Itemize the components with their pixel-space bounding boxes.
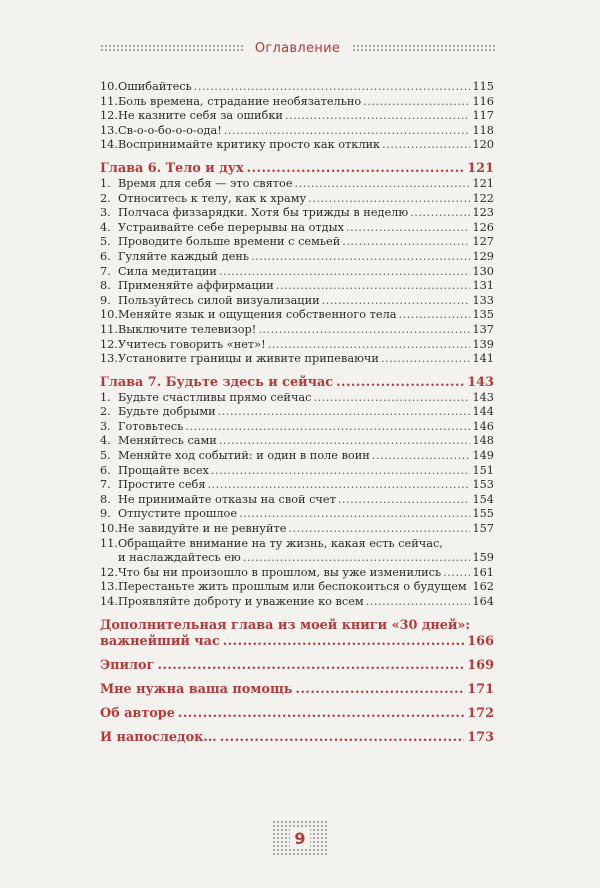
- leader-dots: [336, 375, 464, 391]
- entry-number: 11.: [100, 94, 118, 108]
- entry-page: 126: [472, 220, 494, 234]
- leader-dots: [372, 449, 471, 464]
- chapter-title: Эпилог: [100, 657, 155, 673]
- entry-title: Сила медитации: [118, 264, 217, 278]
- entry-number: 12.: [100, 337, 118, 351]
- toc-entry: [100, 308, 494, 323]
- entry-title: Пользуйтесь силой визуализации: [118, 293, 320, 307]
- entry-number: 9.: [100, 293, 111, 307]
- leader-dots: [381, 352, 471, 367]
- entry-page: 120: [472, 138, 494, 152]
- toc-entry: [100, 177, 494, 192]
- leader-dots: [342, 235, 470, 250]
- toc-entry: [100, 391, 494, 406]
- leader-dots: [285, 109, 471, 124]
- table-of-contents: [100, 80, 494, 746]
- entry-number: 13.: [100, 580, 118, 594]
- chapter-page: 169: [467, 657, 494, 673]
- entry-page: 121: [472, 176, 494, 190]
- entry-number: 13.: [100, 123, 118, 137]
- entry-number: 12.: [100, 109, 118, 123]
- entry-number: 5.: [100, 449, 111, 463]
- entry-page: 154: [472, 492, 494, 506]
- toc-entry: [100, 138, 494, 153]
- entry-page: 131: [472, 279, 494, 293]
- entry-page: 144: [472, 405, 494, 419]
- toc-entry: [100, 80, 494, 95]
- entry-number: 1.: [100, 176, 111, 190]
- toc-entry: [100, 352, 494, 367]
- leader-dots: [296, 682, 465, 698]
- leader-dots: [469, 580, 471, 595]
- entry-page: 117: [472, 109, 494, 123]
- leader-dots: [220, 730, 465, 746]
- entry-title: Обращайте внимание на ту жизнь, какая есть сейчас,: [118, 536, 443, 550]
- leader-dots: [239, 507, 470, 522]
- toc-entry: [100, 221, 494, 236]
- leader-dots: [382, 138, 470, 153]
- toc-entry: [100, 449, 494, 464]
- leader-dots: [194, 80, 471, 95]
- leader-dots: [399, 308, 471, 323]
- entry-page: 143: [472, 390, 494, 404]
- entry-page: 149: [472, 449, 494, 463]
- leader-dots: [338, 493, 471, 508]
- toc-entry: [100, 493, 494, 508]
- entry-number: 8.: [100, 279, 111, 293]
- entry-title: Учитесь говорить «нет»!: [118, 337, 266, 351]
- entry-title: Применяйте аффирмации: [118, 279, 274, 293]
- entry-title: Проявляйте доброту и уважение ко всем: [118, 595, 364, 608]
- entry-title: Установите границы и живите припеваючи: [118, 352, 379, 366]
- entry-page: 162: [472, 580, 494, 594]
- toc-entry: [100, 580, 494, 595]
- toc-entry: [100, 507, 494, 522]
- entry-title: Что бы ни произошло в прошлом, вы уже изменились: [118, 565, 442, 579]
- leader-dots: [218, 405, 471, 420]
- toc-entry: [100, 537, 494, 552]
- back-matter-heading: [100, 730, 494, 746]
- extra-chapter-heading-continued: [100, 634, 494, 650]
- leader-dots: [410, 206, 470, 221]
- entry-title: Гуляйте каждый день: [118, 249, 250, 263]
- page-number: 9: [290, 829, 309, 848]
- page-number-badge: [272, 820, 328, 856]
- leader-dots: [366, 595, 471, 610]
- entry-title: Выключите телевизор!: [118, 322, 257, 336]
- extra-chapter-heading: [100, 618, 494, 634]
- entry-title: Меняйтесь сами: [118, 434, 217, 448]
- entry-number: 6.: [100, 249, 111, 263]
- entry-page: 159: [472, 551, 494, 565]
- entry-title: и наслаждайтесь ею: [118, 551, 241, 565]
- entry-number: 4.: [100, 220, 111, 234]
- entry-number: 6.: [100, 463, 111, 477]
- leader-dots: [443, 566, 470, 581]
- entry-title: Относитесь к телу, как к храму: [118, 191, 307, 205]
- spacer: [100, 698, 494, 706]
- chapter-title: Дополнительная глава из моей книги «30 дней»:: [100, 617, 471, 633]
- toc-entry: [100, 595, 494, 610]
- entry-page: 116: [472, 94, 494, 108]
- toc-entry: [100, 566, 494, 581]
- chapter-heading: [100, 375, 494, 391]
- leader-dots: [288, 522, 470, 537]
- entry-page: 115: [472, 80, 494, 93]
- toc-entry: [100, 192, 494, 207]
- entry-number: 7.: [100, 478, 111, 492]
- entry-number: 1.: [100, 390, 111, 404]
- header-title: Оглавление: [254, 40, 341, 56]
- entry-number: 3.: [100, 419, 111, 433]
- entry-title: Будьте добрыми: [118, 405, 216, 419]
- entry-page: 129: [472, 249, 494, 263]
- entry-number: 14.: [100, 138, 118, 152]
- leader-dots: [223, 634, 465, 650]
- entry-number: 4.: [100, 434, 111, 448]
- spacer: [100, 367, 494, 375]
- entry-page: 155: [472, 507, 494, 521]
- spacer: [100, 722, 494, 730]
- entry-number: 11.: [100, 322, 118, 336]
- leader-dots: [185, 420, 470, 435]
- entry-number: 9.: [100, 507, 111, 521]
- leader-dots: [178, 706, 464, 722]
- leader-dots: [295, 177, 471, 192]
- chapter-title: Мне нужна ваша помощь: [100, 681, 293, 697]
- entry-page: 161: [472, 565, 494, 579]
- entry-title: Не казните себя за ошибки: [118, 109, 283, 123]
- leader-dots: [219, 434, 471, 449]
- toc-entry: [100, 206, 494, 221]
- toc-entry: [100, 294, 494, 309]
- entry-title: Проводите больше времени с семьей: [118, 235, 341, 249]
- page-header: [100, 38, 495, 58]
- entry-title: Будьте счастливы прямо сейчас: [118, 390, 312, 404]
- toc-entry: [100, 522, 494, 537]
- entry-number: 2.: [100, 191, 111, 205]
- leader-dots: [219, 265, 470, 280]
- entry-title: Полчаса физзарядки. Хотя бы трижды в неделю: [118, 206, 409, 220]
- leader-dots: [276, 279, 471, 294]
- chapter-heading: [100, 161, 494, 177]
- chapter-page: 172: [467, 705, 494, 721]
- entry-page: 139: [472, 337, 494, 351]
- entry-number: 3.: [100, 206, 111, 220]
- toc-entry: [100, 420, 494, 435]
- entry-title: Св-о-о-бо-о-о-ода!: [118, 123, 222, 137]
- toc-entry: [100, 235, 494, 250]
- chapter-page: 166: [467, 633, 494, 649]
- entry-title: Меняйте ход событий: и один в поле воин: [118, 449, 370, 463]
- entry-page: 135: [472, 308, 494, 322]
- leader-dots: [207, 478, 470, 493]
- entry-number: 7.: [100, 264, 111, 278]
- entry-title: Устраивайте себе перерывы на отдых: [118, 220, 344, 234]
- chapter-page: 173: [467, 729, 494, 745]
- entry-page: 146: [472, 419, 494, 433]
- spacer: [100, 650, 494, 658]
- entry-number: 12.: [100, 565, 118, 579]
- chapter-title: важнейший час: [100, 633, 220, 649]
- entry-title: Ошибайтесь: [118, 80, 192, 93]
- entry-number: 11.: [100, 536, 118, 550]
- header-dots-left: [100, 44, 243, 52]
- entry-title: Отпустите прошлое: [118, 507, 238, 521]
- toc-entry: [100, 405, 494, 420]
- entry-number: 5.: [100, 235, 111, 249]
- entry-number: 13.: [100, 352, 118, 366]
- entry-page: 164: [472, 595, 494, 608]
- entry-page: 151: [472, 463, 494, 477]
- leader-dots: [251, 250, 470, 265]
- chapter-page: 121: [467, 160, 494, 176]
- chapter-title: Глава 6. Тело и дух: [100, 160, 244, 176]
- entry-number: 10.: [100, 522, 118, 536]
- leader-dots: [346, 221, 470, 236]
- toc-entry: [100, 109, 494, 124]
- entry-page: 133: [472, 293, 494, 307]
- entry-number: 14.: [100, 595, 118, 608]
- entry-title: Не принимайте отказы на свой счет: [118, 492, 336, 506]
- toc-entry: [100, 323, 494, 338]
- toc-entry: [100, 265, 494, 280]
- chapter-title: Глава 7. Будьте здесь и сейчас: [100, 374, 334, 390]
- toc-entry: [100, 95, 494, 110]
- leader-dots: [211, 464, 471, 479]
- entry-page: 123: [472, 206, 494, 220]
- entry-page: 118: [472, 123, 494, 137]
- toc-entry: [100, 338, 494, 353]
- entry-title: Не завидуйте и не ревнуйте: [118, 522, 287, 536]
- toc-entry: [100, 434, 494, 449]
- chapter-page: 171: [467, 681, 494, 697]
- entry-number: 2.: [100, 405, 111, 419]
- leader-dots: [157, 658, 464, 674]
- toc-entry: [100, 464, 494, 479]
- entry-title: Готовьтесь: [118, 419, 184, 433]
- entry-number: 8.: [100, 492, 111, 506]
- entry-page: 127: [472, 235, 494, 249]
- entry-page: 157: [472, 522, 494, 536]
- toc-entry: [100, 478, 494, 493]
- leader-dots: [243, 551, 471, 566]
- spacer: [100, 674, 494, 682]
- entry-title: Воспринимайте критику просто как отклик: [118, 138, 381, 152]
- header-dots-right: [352, 44, 495, 52]
- entry-page: 141: [472, 352, 494, 366]
- toc-entry: [100, 250, 494, 265]
- entry-page: 137: [472, 322, 494, 336]
- entry-title: Простите себя: [118, 478, 206, 492]
- back-matter-heading: [100, 682, 494, 698]
- leader-dots: [322, 294, 471, 309]
- entry-page: 122: [472, 191, 494, 205]
- leader-dots: [363, 95, 470, 110]
- entry-page: 148: [472, 434, 494, 448]
- entry-number: 10.: [100, 308, 118, 322]
- entry-title: Время для себя — это святое: [118, 176, 293, 190]
- entry-number: 10.: [100, 80, 118, 93]
- entry-title: Перестаньте жить прошлым или беспокоиться о будущем: [118, 580, 467, 594]
- leader-dots: [268, 338, 471, 353]
- chapter-title: Об авторе: [100, 705, 175, 721]
- toc-entry: [100, 279, 494, 294]
- leader-dots: [258, 323, 470, 338]
- entry-page: 153: [472, 478, 494, 492]
- back-matter-heading: [100, 658, 494, 674]
- toc-entry: [100, 124, 494, 139]
- chapter-title: И напоследок...: [100, 729, 217, 745]
- spacer: [100, 610, 494, 618]
- toc-entry-continued: [100, 551, 494, 566]
- leader-dots: [247, 161, 465, 177]
- spacer: [100, 153, 494, 161]
- entry-title: Меняйте язык и ощущения собственного тела: [118, 308, 397, 322]
- entry-title: Прощайте всех: [118, 463, 209, 477]
- back-matter-heading: [100, 706, 494, 722]
- leader-dots: [313, 391, 470, 406]
- chapter-page: 143: [467, 374, 494, 390]
- entry-title: Боль времена, страдание необязательно: [118, 94, 362, 108]
- leader-dots: [224, 124, 471, 139]
- leader-dots: [308, 192, 470, 207]
- entry-page: 130: [472, 264, 494, 278]
